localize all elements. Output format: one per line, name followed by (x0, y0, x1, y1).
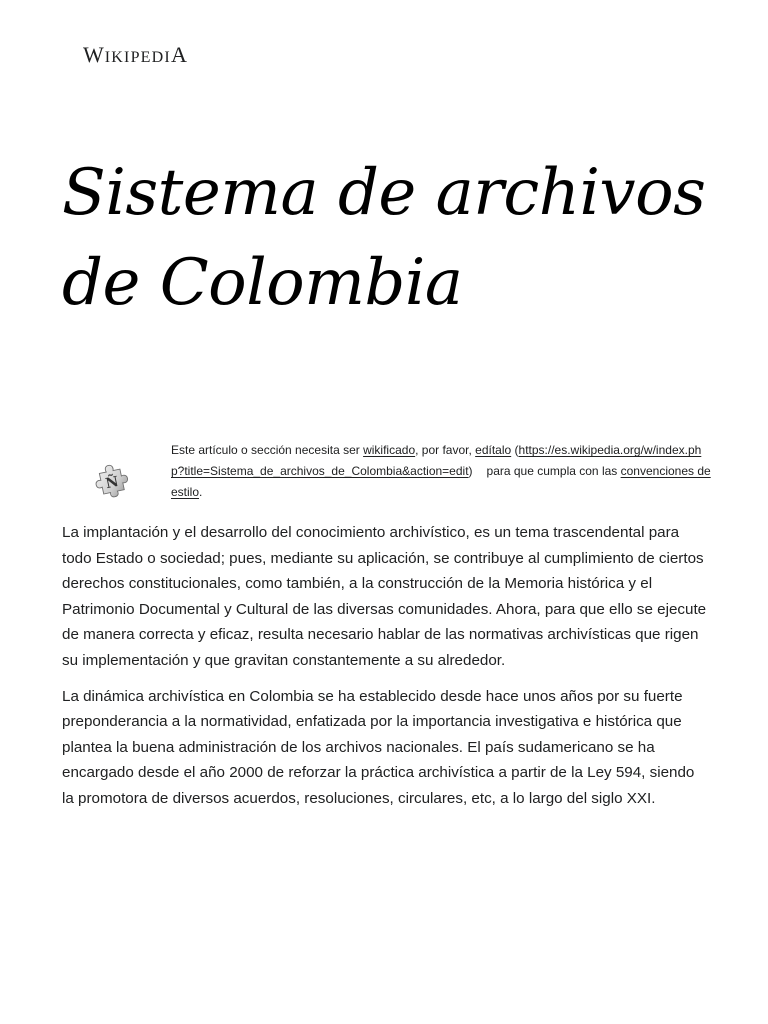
wordmark-letters-middle: IKIPEDI (104, 49, 171, 66)
body-paragraph: La dinámica archivística en Colombia se ha establecido desde hace unos años por su fuerte preponderancia a la normatividad, enfatizada por la importancia investigativa e histórica que plantea la buena administración de los archivos nacionales. El país sudamericano se ha encargado desde el año 2000 de reforzar la práctica archivística a partir de la Ley 594, siendo la promotora de diversos acuerdos, resoluciones, circulares, etc, a lo largo del siglo XXI. (62, 687, 695, 807)
convenciones-de-estilo-link[interactable]: convenciones de estilo (171, 464, 711, 499)
editalo-link[interactable]: edítalo (475, 443, 512, 457)
edit-url-link[interactable]: https://es.wikipedia.org/w/index.php?title=Sistema_de_archivos_de_Colombia&action=edit (171, 443, 702, 478)
notice-text-part: ) (468, 464, 473, 478)
style-notice-box (62, 436, 712, 508)
body-paragraph: La implantación y el desarrollo del conocimiento archivístico, es un tema trascendental para todo Estado o sociedad; pues, mediante su aplicación, se contribuye al cumplimiento de ciertos derechos constitucionales, como también, a la construcción de la Memoria histórica y el Patrimonio Documental y Cultural de las diversas comunidades. Ahora, para que ello se ejecute de manera correcta y eficaz, resulta necesario hablar de las normativas archivísticas que rigen su implementación y que gravitan constantemente a su alrededor. (62, 524, 707, 669)
notice-text (171, 440, 711, 503)
notice-text-part: ( (511, 443, 519, 457)
wikipedia-wordmark[interactable] (83, 44, 188, 66)
notice-text-part: para que cumpla con las (486, 464, 621, 478)
notice-text-part: . (199, 485, 203, 499)
svg-text:Ñ: Ñ (104, 473, 121, 493)
wikificado-link[interactable]: wikificado (363, 443, 416, 457)
wordmark-letter-w: W (83, 42, 105, 67)
notice-text-part: , por favor, (415, 443, 476, 457)
page-title: Sistema de archivos de Colombia (62, 156, 706, 320)
notice-text-part: Este artículo o sección necesita ser (171, 443, 364, 457)
wordmark-letter-a: A (170, 42, 188, 67)
article-body (62, 520, 708, 822)
puzzle-piece-icon (92, 460, 132, 500)
